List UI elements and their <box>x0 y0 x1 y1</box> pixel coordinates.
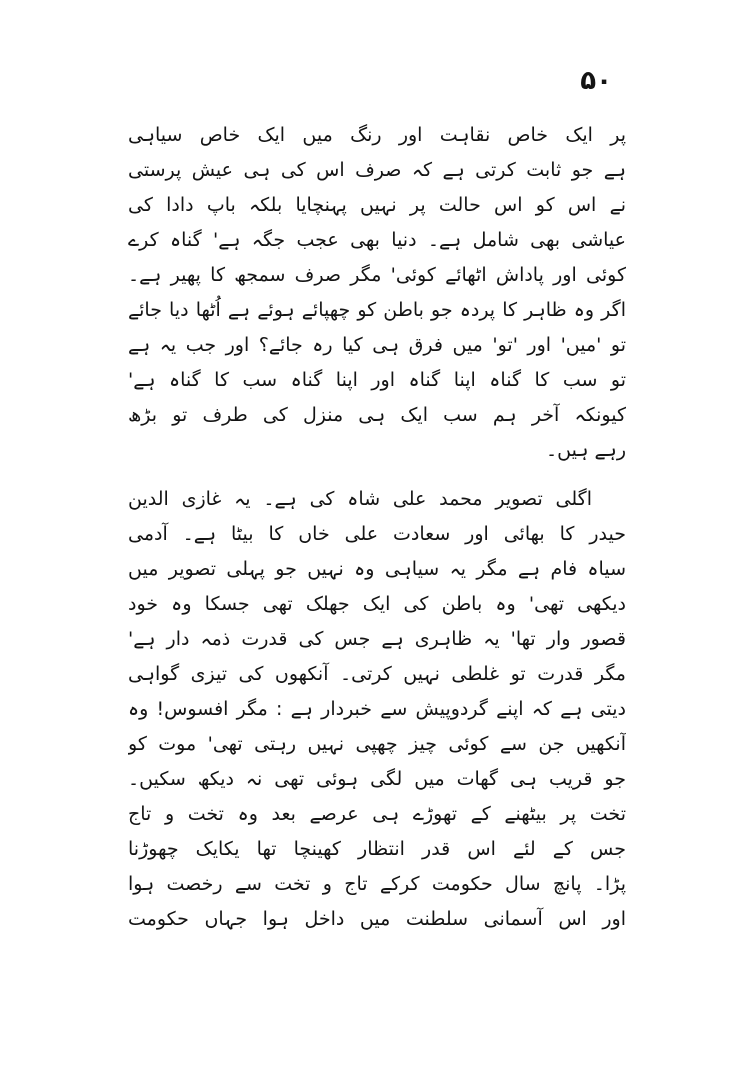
page-body-text <box>128 118 626 937</box>
text-line: کیونکہ آخر ہم سب ایک ہی منزل کی طرف تو بڑھ <box>128 404 626 426</box>
page-number: ۵۰ <box>580 66 612 96</box>
text-line: سیاہ فام ہے مگر یہ سیاہی وہ نہیں جو پہلی تصویر میں <box>128 558 626 580</box>
text-line: ہے جو ثابت کرتی ہے کہ صرف اس کی ہی عیش پرستی <box>128 159 626 181</box>
text-line: عیاشی بھی شامل ہے۔ دنیا بھی عجب جگہ ہے' گناہ کرے <box>128 229 626 251</box>
paragraph-2 <box>128 482 626 937</box>
text-line: نے اس کو اس حالت پر نہیں پہنچایا بلکہ باپ دادا کی <box>128 194 626 216</box>
text-line: دیتی ہے کہ اپنے گردوپیش سے خبردار ہے : مگر افسوس! وہ <box>128 698 626 720</box>
text-line: کوئی اور پاداش اٹھائے کوئی' مگر صرف سمجھ کا پھیر ہے۔ <box>128 264 626 286</box>
text-line: تو سب کا گناہ اپنا گناہ اور اپنا گناہ سب کا گناہ ہے' <box>128 369 626 391</box>
text-line: جو قریب ہی گھات میں لگی ہوئی تھی نہ دیکھ سکیں۔ <box>128 768 626 790</box>
text-line: رہے ہیں۔ <box>546 439 626 461</box>
text-line: پر ایک خاص نقاہت اور رنگ میں ایک خاص سیاہی <box>128 124 626 146</box>
text-line: اگر وہ ظاہر کا پردہ جو باطن کو چھپائے ہوئے ہے اُٹھا دیا جائے <box>128 299 626 321</box>
text-line: اگلی تصویر محمد علی شاہ کی ہے۔ یہ غازی الدین <box>128 488 592 510</box>
text-line: حیدر کا بھائی اور سعادت علی خاں کا بیٹا ہے۔ آدمی <box>128 523 626 545</box>
text-line: مگر قدرت تو غلطی نہیں کرتی۔ آنکھوں کی تیزی گواہی <box>128 663 626 685</box>
text-line: قصور وار تھا' یہ ظاہری ہے جس کی قدرت ذمہ دار ہے' <box>128 628 626 650</box>
text-line: پڑا۔ پانچ سال حکومت کرکے تاج و تخت سے رخصت ہوا <box>128 873 626 895</box>
text-line: اور اس آسمانی سلطنت میں داخل ہوا جہاں حکومت <box>128 908 626 930</box>
text-line: تو 'میں' اور 'تو' میں فرق ہی کیا رہ جائے؟ اور جب یہ ہے <box>128 334 626 356</box>
text-line: دیکھی تھی' وہ باطن کی ایک جھلک تھی جسکا وہ خود <box>128 593 626 615</box>
text-line: جس کے لئے اس قدر انتظار کھینچا تھا یکایک چھوڑنا <box>128 838 626 860</box>
text-line: آنکھیں جن سے کوئی چیز چھپی نہیں رہتی تھی' موت کو <box>128 733 626 755</box>
text-line: تخت پر بیٹھنے کے تھوڑے ہی عرصے بعد وہ تخت و تاج <box>128 803 626 825</box>
paragraph-1 <box>128 118 626 468</box>
